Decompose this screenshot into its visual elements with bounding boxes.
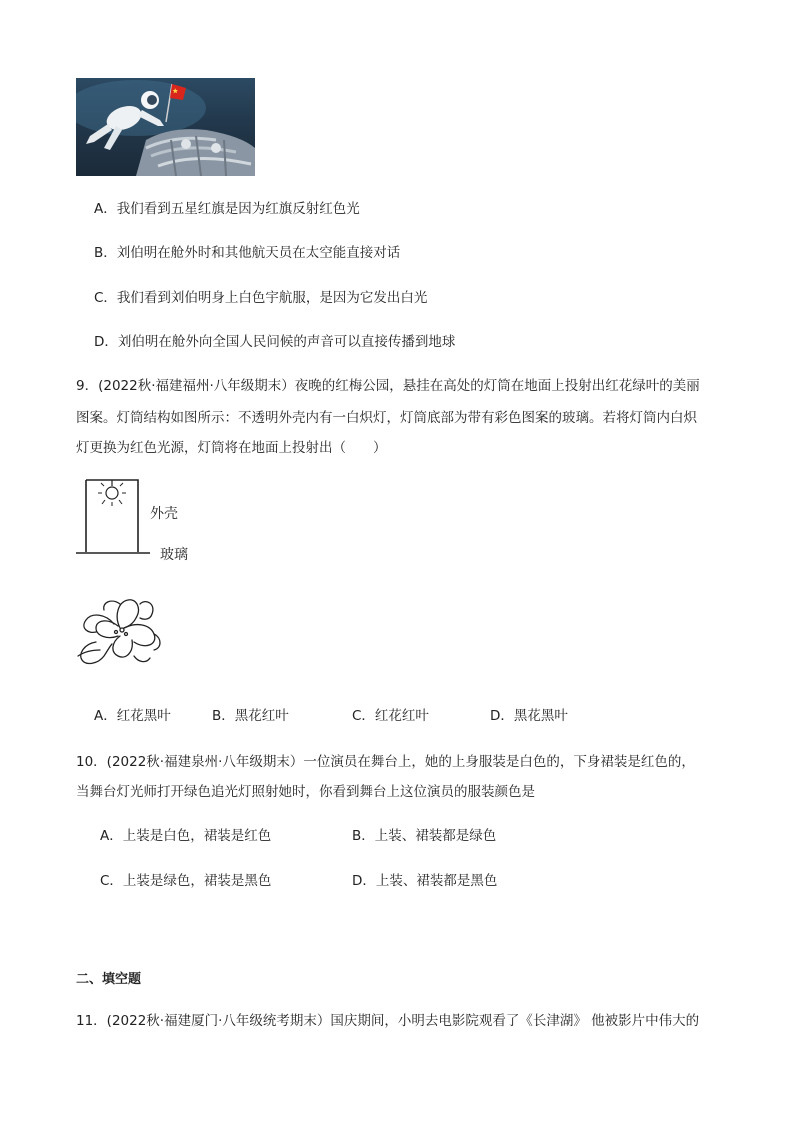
section-heading-fill-in: 二、填空题 bbox=[76, 972, 142, 987]
astronaut-photo bbox=[76, 78, 255, 176]
q9-option-c: C．红花红叶 bbox=[352, 708, 429, 724]
q10-option-b: B．上装、裙装都是绿色 bbox=[352, 828, 497, 844]
flower-pattern-sketch bbox=[74, 594, 166, 668]
glass-label: 玻璃 bbox=[160, 547, 188, 563]
q9-stem-line-2: 图案。灯筒结构如图所示：不透明外壳内有一白炽灯，灯筒底部为带有彩色图案的玻璃。若将灯筒内白炽 bbox=[76, 410, 697, 426]
q11-stem-line-1: 11．(2022秋·福建厦门·八年级统考期末）国庆期间，小明去电影院观看了《长津湖》 他被影片中伟大的 bbox=[76, 1013, 700, 1029]
q9-option-a: A．红花黑叶 bbox=[94, 708, 171, 724]
q10-option-d: D．上装、裙装都是黑色 bbox=[352, 873, 498, 889]
q9-option-b: B．黑花红叶 bbox=[212, 708, 289, 724]
q10-stem-line-2: 当舞台灯光师打开绿色追光灯照射她时，你看到舞台上这位演员的服装颜色是 bbox=[76, 784, 535, 800]
q8-option-c: C．我们看到刘伯明身上白色宇航服，是因为它发出白光 bbox=[94, 290, 428, 306]
q10-option-a: A．上装是白色，裙装是红色 bbox=[100, 828, 272, 844]
q10-stem-line-1: 10．(2022秋·福建泉州·八年级期末）一位演员在舞台上，她的上身服装是白色的，下身裙装是红色的， bbox=[76, 754, 695, 770]
q9-option-d: D．黑花黑叶 bbox=[490, 708, 568, 724]
q8-option-d: D．刘伯明在舱外向全国人民问候的声音可以直接传播到地球 bbox=[94, 334, 456, 350]
q9-stem-line-1: 9．(2022秋·福建福州·八年级期末）夜晚的红梅公园，悬挂在高处的灯筒在地面上投射出红花绿叶的美丽 bbox=[76, 378, 700, 394]
q10-option-c: C．上装是绿色，裙装是黑色 bbox=[100, 873, 272, 889]
lamp-tube-diagram bbox=[74, 478, 154, 558]
shell-label: 外壳 bbox=[150, 506, 178, 522]
astronaut-illustration bbox=[76, 78, 255, 176]
q8-option-a: A．我们看到五星红旗是因为红旗反射红色光 bbox=[94, 201, 360, 217]
q9-stem-line-3: 灯更换为红色光源，灯筒将在地面上投射出（ ） bbox=[76, 440, 387, 456]
q8-option-b: B．刘伯明在舱外时和其他航天员在太空能直接对话 bbox=[94, 245, 401, 261]
